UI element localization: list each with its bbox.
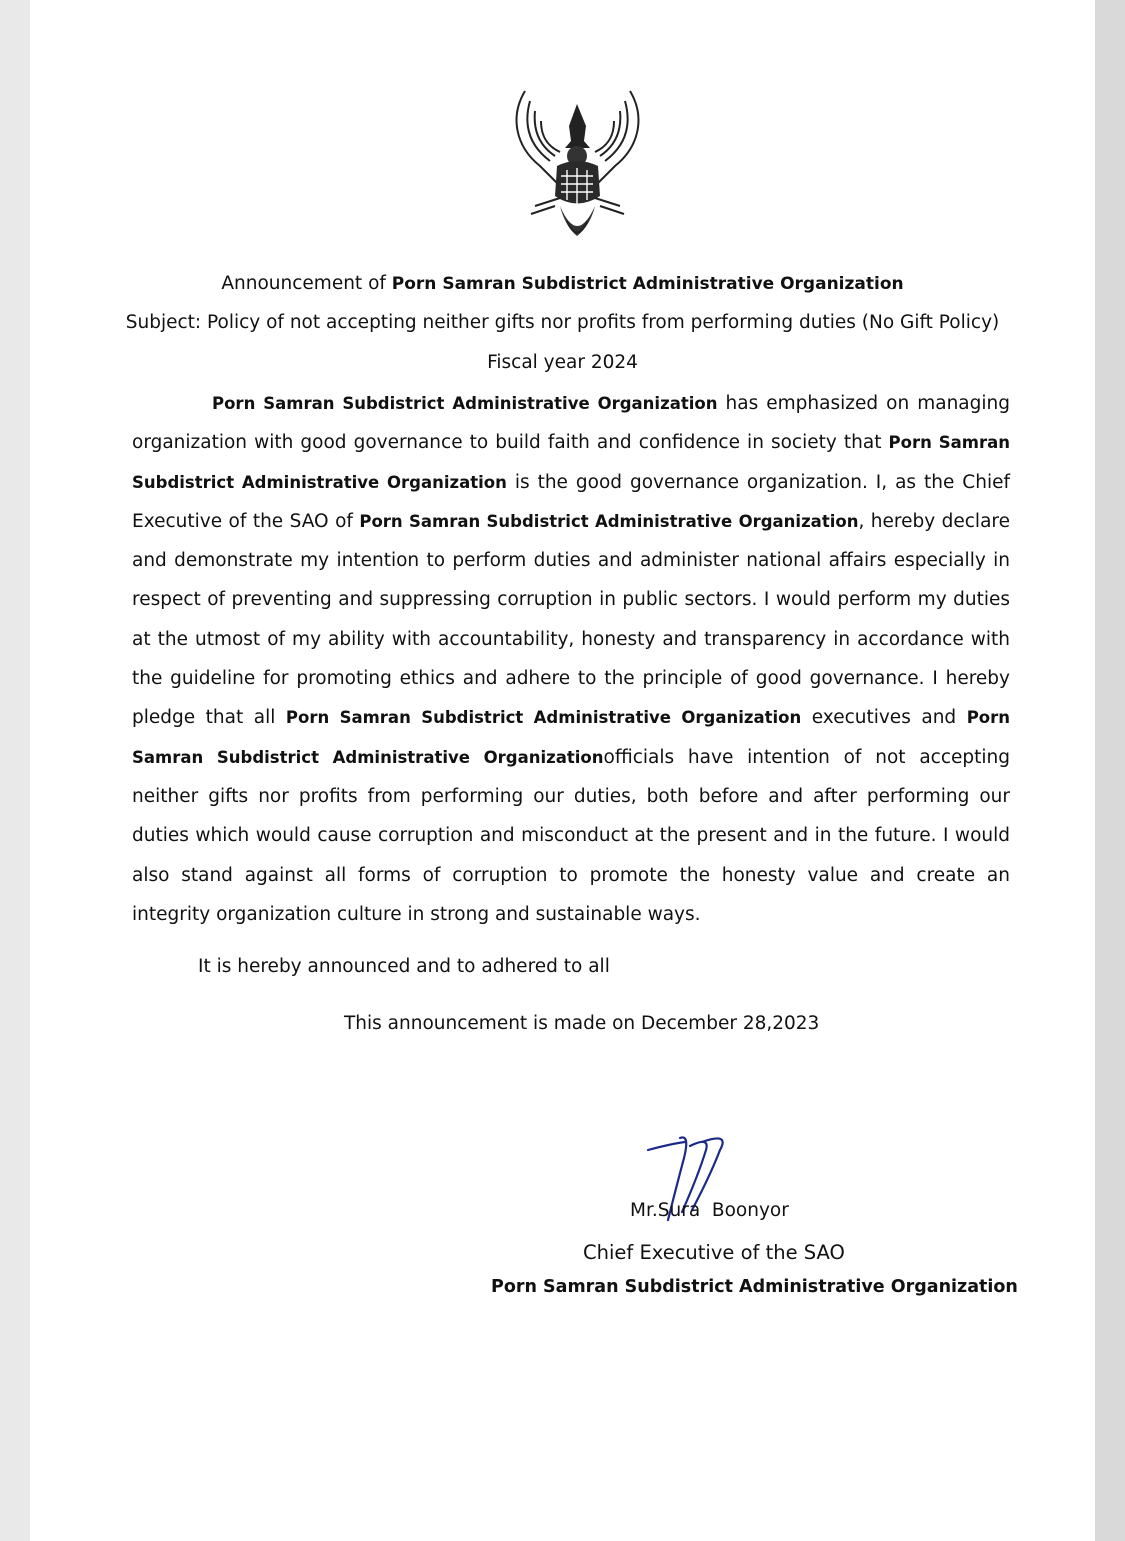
body-text: executives and — [801, 707, 967, 729]
org-name-inline: Porn Samran Subdistrict Administrative Organization — [132, 708, 1010, 767]
body-paragraph — [132, 384, 1010, 934]
org-name-inline: Porn Samran Subdistrict Administrative Organization — [285, 708, 802, 728]
fiscal-year: Fiscal year 2024 — [487, 352, 638, 373]
body-text: officials have intention of not accepting neither gifts nor profits from performing our duties, both before and after performing our duties which would cause corruption and misconduct at the present and in the future. I would also stand against all forms of corruption to promote the honesty value and create an integrity organization culture in strong and sustainable ways. — [132, 746, 1011, 925]
garuda-emblem-icon — [505, 86, 650, 246]
org-name-inline: Porn Samran Subdistrict Administrative Organization — [359, 511, 859, 531]
body-text: is the good governance organization. I, as the Chief Executive of the SAO of — [132, 471, 1010, 532]
announcement-title — [30, 272, 1095, 296]
org-name-inline: Porn Samran Subdistrict Administrative Organization — [212, 394, 718, 413]
subject-line: Subject: Policy of not accepting neither gifts nor profits from performing duties (No Gift Policy) — [125, 312, 1000, 333]
body-text: , hereby declare and demonstrate my intention to perform duties and administer national affairs especially in respect of preventing and suppressing corruption in public sectors. I would perform my duties at the utmost of my ability with accountability, honesty and transparency in accordance with the guideline for promoting ethics and adhere to the principle of good governance. I hereby pledge that all — [132, 510, 1010, 729]
org-name-inline: Porn Samran Subdistrict Administrative Organization — [132, 433, 1010, 492]
announcement-prefix: Announcement of — [221, 273, 392, 294]
body-text: has emphasized on managing organization with good governance to build faith and confidence in society that — [132, 393, 1010, 454]
signer-title: Chief Executive of the SAO — [583, 1241, 845, 1264]
signer-name: Mr.Sura Boonyor — [630, 1200, 789, 1221]
announced-line: It is hereby announced and to adhered to all — [198, 956, 610, 977]
organization-name: Porn Samran Subdistrict Administrative Organization — [391, 274, 904, 294]
date-line: This announcement is made on December 28,2023 — [344, 1013, 820, 1034]
signer-organization: Porn Samran Subdistrict Administrative Organization — [491, 1277, 1018, 1297]
page-edge — [1095, 0, 1125, 1541]
